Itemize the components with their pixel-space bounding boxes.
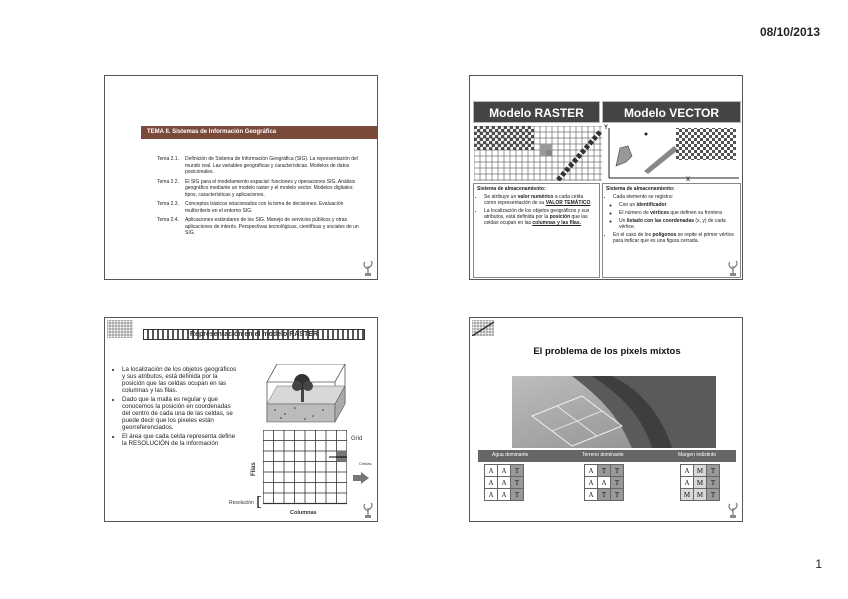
terrain-tree-illustration: [265, 364, 347, 426]
cells-label: Celdas: [359, 461, 372, 466]
text-span: Representación en el modelo RASTER: [190, 331, 318, 338]
pixel-cell: T: [511, 465, 524, 477]
vector-storage-box: [602, 183, 741, 278]
pixel-cell: T: [598, 489, 611, 501]
pixel-cell: A: [485, 477, 498, 489]
text-span: El número de: [619, 210, 651, 216]
pixel-cell: T: [707, 465, 720, 477]
topic-number: Tema 2.1.: [157, 156, 179, 162]
text-span: identificador: [636, 202, 667, 208]
topic-text: Definición de Sistema de Información Geográfica (SIG). La representación del mundo real. Las variables geográficas y características. Modelos de datos posicionales.: [185, 156, 358, 175]
topic-item: [157, 217, 367, 237]
slide3-bullets: [115, 366, 240, 449]
text-span: La localización de los objetos geográficos y sus atributos, está definida por la: [484, 208, 590, 220]
topic-number: Tema 2.3.: [157, 201, 179, 207]
category-label: Margen indistinto: [678, 452, 717, 458]
pixel-cell: M: [681, 489, 694, 501]
topic-item: [157, 201, 367, 214]
vector-bullet: [613, 232, 737, 244]
vector-sub-bullet: [619, 218, 737, 230]
arrow-right-icon: [353, 472, 369, 484]
topic-text: Aplicaciones estándares de los SIG. Manejo de servicios públicos y otras aplicaciones de interés. Perspectivas tecnológicas, científicas y sociales de un SIG.: [185, 217, 359, 236]
text-span: Se atribuye un: [484, 194, 518, 200]
plant-logo-icon: [362, 260, 374, 276]
pixel-cell: M: [694, 477, 707, 489]
text-span: listado con las coordenadas: [626, 218, 695, 224]
pixel-cell: M: [694, 489, 707, 501]
text-span: columnas y las filas.: [532, 220, 582, 226]
grid-logo-icon: [107, 320, 133, 338]
text-span: Con un: [619, 202, 637, 208]
slide3-bullet: • El área que cada celda representa define la RESOLUCIÓN de la información: [122, 433, 240, 447]
slide3-title: [143, 329, 365, 340]
slide4-title: El problema de los pixels mixtos: [533, 346, 681, 357]
x-axis-label: X: [686, 177, 691, 183]
topic-text: El SIG para el modelamiento espacial: funciones y operaciones SIG. Análisis geográfico mediante un modelo raster y el modelo vector. Modelos digitales: tipos, características y aplicaciones.: [185, 178, 356, 198]
raster-storage-box: [473, 183, 600, 278]
vector-storage-title: Sistema de almacenamiento:: [606, 186, 675, 192]
raster-model-title: Modelo RASTER: [473, 101, 600, 123]
slide-thumbnail-3[interactable]: [104, 317, 378, 522]
columns-label: Columnas: [290, 510, 317, 516]
text-span: Un: [619, 218, 627, 224]
pixel-cell: A: [585, 477, 598, 489]
pixel-grid-terrain: [584, 464, 624, 501]
text-span: .: [590, 200, 592, 206]
resolution-bracket-icon: [257, 496, 262, 508]
text-span: VALOR TEMÁTICO: [545, 200, 591, 206]
topic-text: Conceptos básicos relacionados con la toma de decisiones. Evaluación multicriterio en el entorno SIG.: [185, 201, 344, 214]
pixel-cell: T: [611, 489, 624, 501]
pixel-cell: A: [585, 489, 598, 501]
text-span: posición: [549, 214, 571, 220]
text-span: valor numérico: [517, 194, 554, 200]
y-axis-label: Y: [604, 125, 609, 131]
pixel-cell: T: [707, 489, 720, 501]
slide1-topic-list: [157, 156, 367, 240]
text-span: que definen su frontera: [669, 210, 722, 216]
shoreline-photo: [512, 376, 716, 448]
rows-label: Filas: [251, 462, 257, 476]
pixel-cell: A: [498, 489, 511, 501]
resolution-label: Resolución: [229, 500, 254, 506]
pixel-category-band: [478, 450, 736, 462]
pixel-cell: T: [611, 477, 624, 489]
category-label: Terreno dominante: [582, 452, 624, 458]
pixel-cell: A: [681, 465, 694, 477]
raster-bullet: [484, 208, 596, 226]
slide-thumbnail-1[interactable]: [104, 75, 378, 280]
category-label: Agua dominante: [492, 452, 529, 458]
text-span: En el caso de los: [613, 232, 653, 238]
pixel-cell: T: [511, 489, 524, 501]
page-number: 1: [815, 557, 822, 571]
pixel-cell: A: [485, 489, 498, 501]
vector-bullet: • Cada elemento se registra:: [613, 194, 737, 200]
pixel-grid-margin: [680, 464, 720, 501]
topic-number: Tema 2.4.: [157, 217, 179, 223]
raster-bullet: [484, 194, 596, 206]
text-span: a cada celda como representación de su: [484, 194, 584, 206]
topic-item: [157, 179, 367, 199]
text-span: polígonos: [652, 232, 677, 238]
vector-sub-bullet: [619, 202, 737, 208]
slide-thumbnail-2[interactable]: [469, 75, 743, 280]
pixel-cell: A: [498, 465, 511, 477]
slide1-header: TEMA II. Sistemas de Información Geográfica: [141, 126, 377, 139]
topic-number: Tema 2.2.: [157, 178, 179, 185]
pixel-cell: T: [598, 465, 611, 477]
pixel-cell: T: [511, 477, 524, 489]
grid-logo-icon: [472, 320, 494, 336]
vector-sub-bullet: [619, 210, 737, 216]
raster-grid-diagram: [263, 430, 347, 505]
pixel-cell: A: [485, 465, 498, 477]
text-span: se repite el primer vértice para indicar que es una figura cerrada.: [613, 232, 734, 244]
pixel-cell: A: [598, 477, 611, 489]
vector-illustration: [604, 126, 740, 181]
grid-label: Grid: [351, 436, 363, 442]
slide3-bullet: • La localización de los objetos geográficos y sus atributos, está definida por la posición que las celdas ocupan en las columnas y las filas.: [122, 366, 240, 394]
plant-logo-icon: [727, 260, 739, 276]
pixel-grid-water: [484, 464, 524, 501]
topic-item: [157, 156, 367, 176]
pixel-cell: M: [694, 465, 707, 477]
pixel-cell: T: [707, 477, 720, 489]
plant-logo-icon: [362, 502, 374, 518]
vector-model-title: Modelo VECTOR: [602, 101, 741, 123]
raster-storage-title: Sistema de almacenamiento:: [477, 186, 546, 192]
pixel-cell: A: [498, 477, 511, 489]
pixel-cell: A: [681, 477, 694, 489]
plant-logo-icon: [727, 502, 739, 518]
text-span: vértices: [650, 210, 670, 216]
pixel-cell: T: [611, 465, 624, 477]
raster-grid-illustration: [474, 126, 602, 181]
pixel-cell: A: [585, 465, 598, 477]
slide-thumbnail-4[interactable]: [469, 317, 743, 522]
slide3-bullet: • Dado que la malla es regular y que conocemos la posición en coordenadas del centro de cada una de las celdas, se puede decir que los pixeles están georreferenciados.: [122, 396, 240, 431]
text-span: (x, y) de cada vértice.: [619, 218, 726, 230]
page-date: 08/10/2013: [759, 25, 820, 39]
text-span: que las celdas ocupan en las: [484, 214, 588, 226]
